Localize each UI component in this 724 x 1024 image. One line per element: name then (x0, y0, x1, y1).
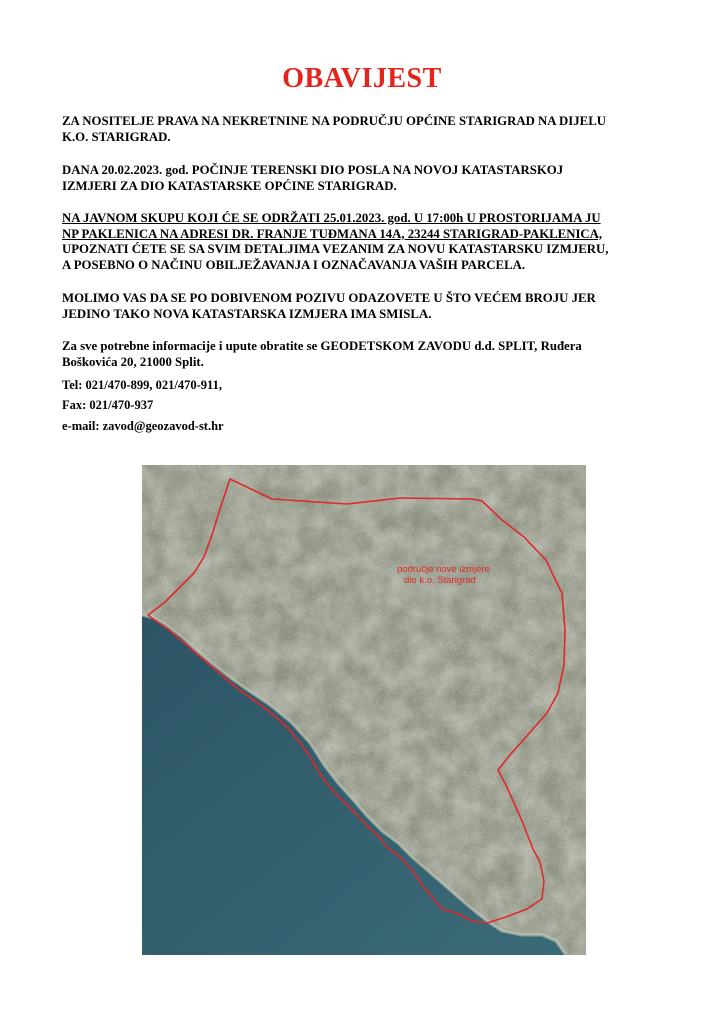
text-line: A POSEBNO O NAČINU OBILJEŽAVANJA I OZNAČAVANJA VAŠIH PARCELA. (62, 257, 526, 272)
map-label-line2: dio k.o. Starigrad (404, 575, 476, 586)
map-label-line1: područje nove izmjere (397, 564, 490, 575)
text-line: UPOZNATI ĆETE SE SA SVIM DETALJIMA VEZANIM ZA NOVU KATASTARSKU IZMJERU, (62, 242, 609, 256)
paragraph-start-date (62, 163, 682, 194)
paragraph-property-owners (62, 114, 682, 145)
paragraph-contact-info (62, 339, 682, 370)
text-line: K.O. STARIGRAD. (62, 129, 171, 144)
text-line: Boškovića 20, 21000 Split. (62, 354, 204, 369)
text-line: MOLIMO VAS DA SE PO DOBIVENOM POZIVU ODAZOVETE U ŠTO VEĆEM BROJU JER (62, 291, 596, 305)
contact-tel: Tel: 021/470-899, 021/470-911, (62, 378, 222, 392)
text-line: JEDINO TAKO NOVA KATASTARSKA IZMJERA IMA SMISLA. (62, 306, 432, 321)
text-line: IZMJERI ZA DIO KATASTARSKE OPĆINE STARIGRAD. (62, 178, 397, 193)
text-line: DANA 20.02.2023. god. POČINJE TERENSKI DIO POSLA NA NOVOJ KATASTARSKOJ (62, 163, 564, 177)
contact-email: e-mail: zavod@geozavod-st.hr (62, 419, 224, 433)
text-line: ZA NOSITELJE PRAVA NA NEKRETNINE NA PODRUČJU OPĆINE STARIGRAD NA DIJELU (62, 114, 606, 128)
paragraph-request (62, 291, 682, 322)
survey-area-map (142, 465, 586, 955)
page-title: OBAVIJEST (282, 63, 442, 94)
text-line-underlined: NA JAVNOM SKUPU KOJI ĆE SE ODRŽATI 25.01.2023. god. U 17:00h U PROSTORIJAMA JU (62, 211, 601, 225)
paragraph-public-meeting (62, 211, 682, 273)
contact-fax: Fax: 021/470-937 (62, 398, 154, 412)
text-line-underlined: NP PAKLENICA NA ADRESI DR. FRANJE TUĐMANA 14A, 23244 STARIGRAD-PAKLENICA, (62, 226, 603, 241)
text-line: Za sve potrebne informacije i upute obratite se GEODETSKOM ZAVODU d.d. SPLIT, Ruđera (62, 339, 582, 353)
map-image (142, 465, 586, 955)
